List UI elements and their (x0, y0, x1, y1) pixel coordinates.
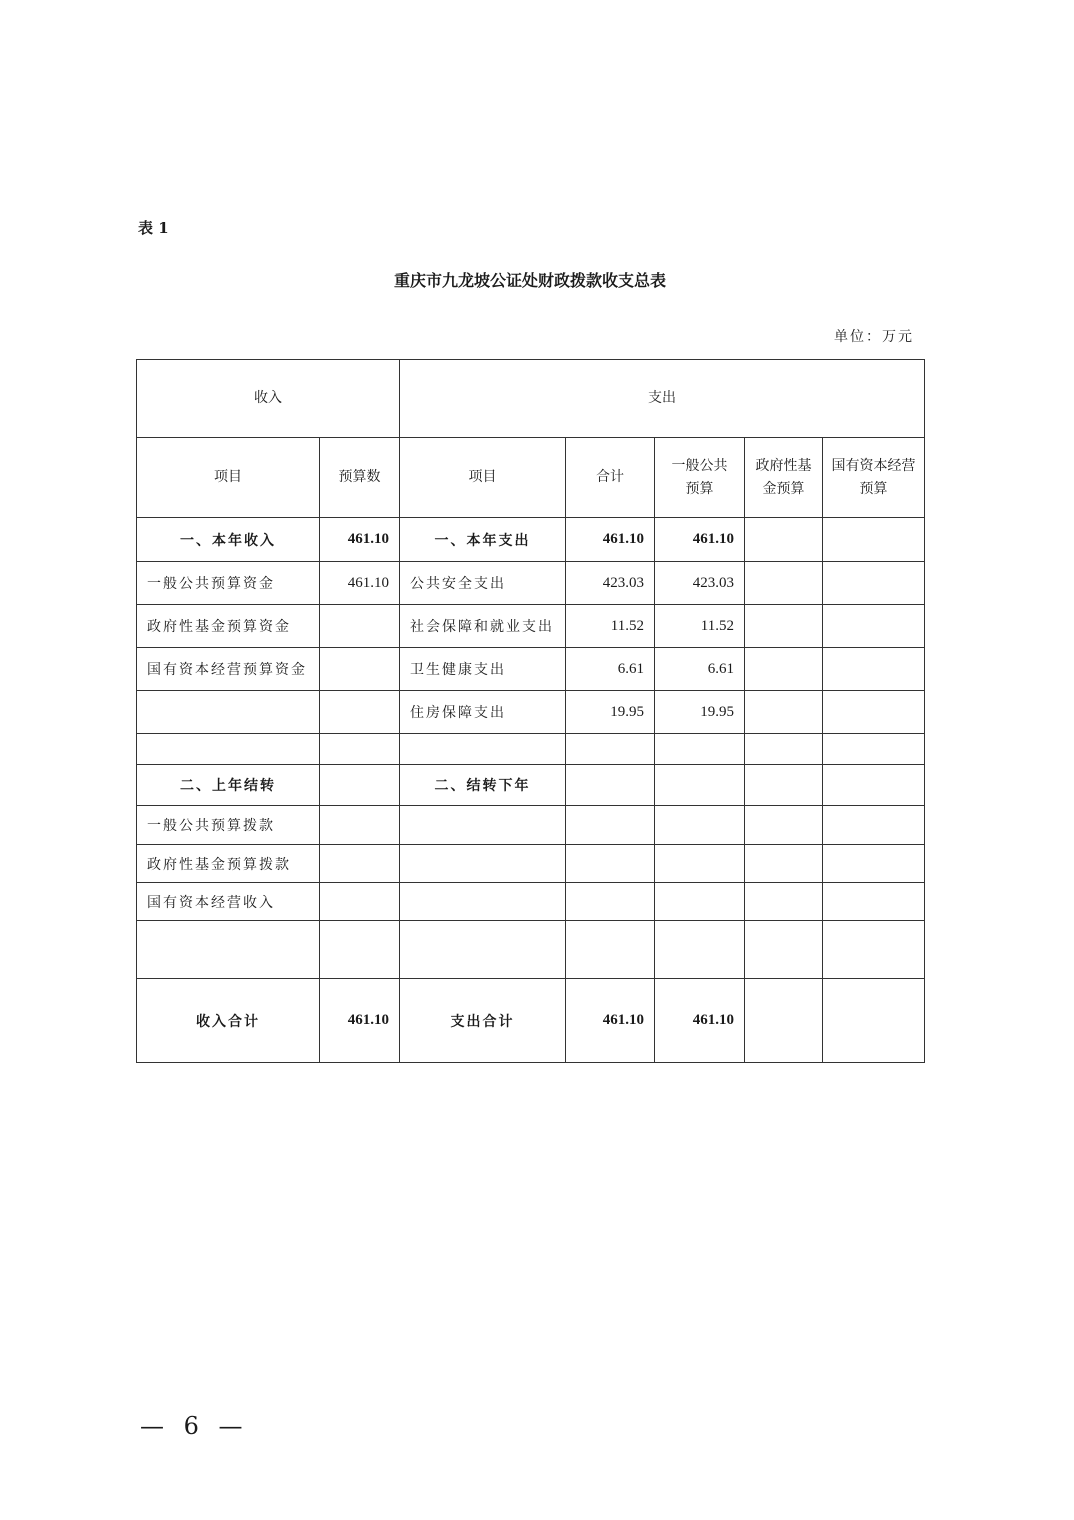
cell-income-budget (320, 765, 400, 806)
table-row (137, 605, 925, 648)
cell-expense-item: 公共安全支出 (400, 562, 566, 605)
cell-gov-fund (745, 845, 823, 883)
cell-expense-item: 二、结转下年 (400, 765, 566, 806)
cell-gov-fund (745, 562, 823, 605)
cell-expense-item: 住房保障支出 (400, 691, 566, 734)
col-income-item: 项目 (137, 438, 320, 518)
cell-total (566, 883, 655, 921)
table-row (137, 845, 925, 883)
cell-total (566, 806, 655, 845)
cell-general-public: 461.10 (655, 979, 745, 1063)
cell-general-public (655, 806, 745, 845)
cell-state-capital (823, 562, 925, 605)
page-number: — 6 — (140, 1412, 249, 1440)
document-title: 重庆市九龙坡公证处财政拨款收支总表 (393, 271, 666, 290)
cell-income-item: 一般公共预算拨款 (137, 806, 320, 845)
cell-state-capital (823, 979, 925, 1063)
unit-label: 单位：万元 (834, 329, 914, 345)
table-row (137, 691, 925, 734)
cell-income-budget (320, 648, 400, 691)
table-row (137, 921, 925, 979)
table-row (137, 979, 925, 1063)
cell-general-public (655, 921, 745, 979)
cell-total (566, 845, 655, 883)
cell-income-budget (320, 691, 400, 734)
cell-income-budget (320, 806, 400, 845)
cell-total: 11.52 (566, 605, 655, 648)
cell-total: 461.10 (566, 518, 655, 562)
budget-summary-table (136, 359, 925, 1063)
cell-state-capital (823, 691, 925, 734)
cell-expense-item (400, 734, 566, 765)
cell-state-capital (823, 648, 925, 691)
cell-state-capital (823, 734, 925, 765)
cell-gov-fund (745, 518, 823, 562)
cell-income-budget: 461.10 (320, 518, 400, 562)
cell-general-public: 6.61 (655, 648, 745, 691)
cell-gov-fund (745, 806, 823, 845)
cell-income-item (137, 691, 320, 734)
cell-state-capital (823, 921, 925, 979)
cell-state-capital (823, 765, 925, 806)
cell-total (566, 921, 655, 979)
cell-expense-item: 卫生健康支出 (400, 648, 566, 691)
cell-income-item: 政府性基金预算资金 (137, 605, 320, 648)
cell-income-item: 政府性基金预算拨款 (137, 845, 320, 883)
group-header-row (137, 360, 925, 438)
table-row (137, 648, 925, 691)
cell-total: 6.61 (566, 648, 655, 691)
col-state-capital: 国有资本经营预算 (823, 438, 925, 518)
cell-gov-fund (745, 883, 823, 921)
cell-income-item: 国有资本经营预算资金 (137, 648, 320, 691)
cell-income-budget: 461.10 (320, 562, 400, 605)
cell-general-public: 11.52 (655, 605, 745, 648)
cell-general-public (655, 734, 745, 765)
cell-total: 423.03 (566, 562, 655, 605)
table-row (137, 806, 925, 845)
cell-gov-fund (745, 648, 823, 691)
cell-total (566, 765, 655, 806)
table-label: 表 1 (138, 219, 169, 237)
cell-gov-fund (745, 734, 823, 765)
cell-expense-item (400, 921, 566, 979)
cell-expense-item: 一、本年支出 (400, 518, 566, 562)
cell-income-item (137, 734, 320, 765)
cell-total: 461.10 (566, 979, 655, 1063)
cell-state-capital (823, 883, 925, 921)
col-income-budget: 预算数 (320, 438, 400, 518)
cell-income-budget (320, 605, 400, 648)
table-row (137, 518, 925, 562)
cell-income-budget: 461.10 (320, 979, 400, 1063)
cell-expense-item (400, 845, 566, 883)
cell-gov-fund (745, 765, 823, 806)
col-general-public: 一般公共预算 (655, 438, 745, 518)
col-total: 合计 (566, 438, 655, 518)
cell-general-public (655, 845, 745, 883)
cell-general-public: 423.03 (655, 562, 745, 605)
cell-income-budget (320, 845, 400, 883)
cell-income-item (137, 921, 320, 979)
cell-state-capital (823, 605, 925, 648)
cell-income-budget (320, 883, 400, 921)
cell-general-public: 19.95 (655, 691, 745, 734)
cell-gov-fund (745, 921, 823, 979)
cell-income-item: 收入合计 (137, 979, 320, 1063)
cell-income-item: 一般公共预算资金 (137, 562, 320, 605)
cell-expense-item (400, 806, 566, 845)
income-group-header: 收入 (137, 360, 400, 438)
cell-gov-fund (745, 691, 823, 734)
cell-state-capital (823, 518, 925, 562)
table-row (137, 883, 925, 921)
col-expense-item: 项目 (400, 438, 566, 518)
col-gov-fund: 政府性基金预算 (745, 438, 823, 518)
cell-income-item: 国有资本经营收入 (137, 883, 320, 921)
table-row (137, 765, 925, 806)
cell-general-public: 461.10 (655, 518, 745, 562)
cell-gov-fund (745, 605, 823, 648)
column-header-row (137, 438, 925, 518)
cell-income-item: 一、本年收入 (137, 518, 320, 562)
cell-state-capital (823, 845, 925, 883)
expense-group-header: 支出 (400, 360, 925, 438)
cell-income-budget (320, 921, 400, 979)
cell-total: 19.95 (566, 691, 655, 734)
table-row (137, 734, 925, 765)
cell-income-item: 二、上年结转 (137, 765, 320, 806)
cell-general-public (655, 883, 745, 921)
cell-expense-item (400, 883, 566, 921)
cell-gov-fund (745, 979, 823, 1063)
table-row (137, 562, 925, 605)
cell-state-capital (823, 806, 925, 845)
cell-expense-item: 支出合计 (400, 979, 566, 1063)
cell-total (566, 734, 655, 765)
cell-income-budget (320, 734, 400, 765)
cell-general-public (655, 765, 745, 806)
cell-expense-item: 社会保障和就业支出 (400, 605, 566, 648)
